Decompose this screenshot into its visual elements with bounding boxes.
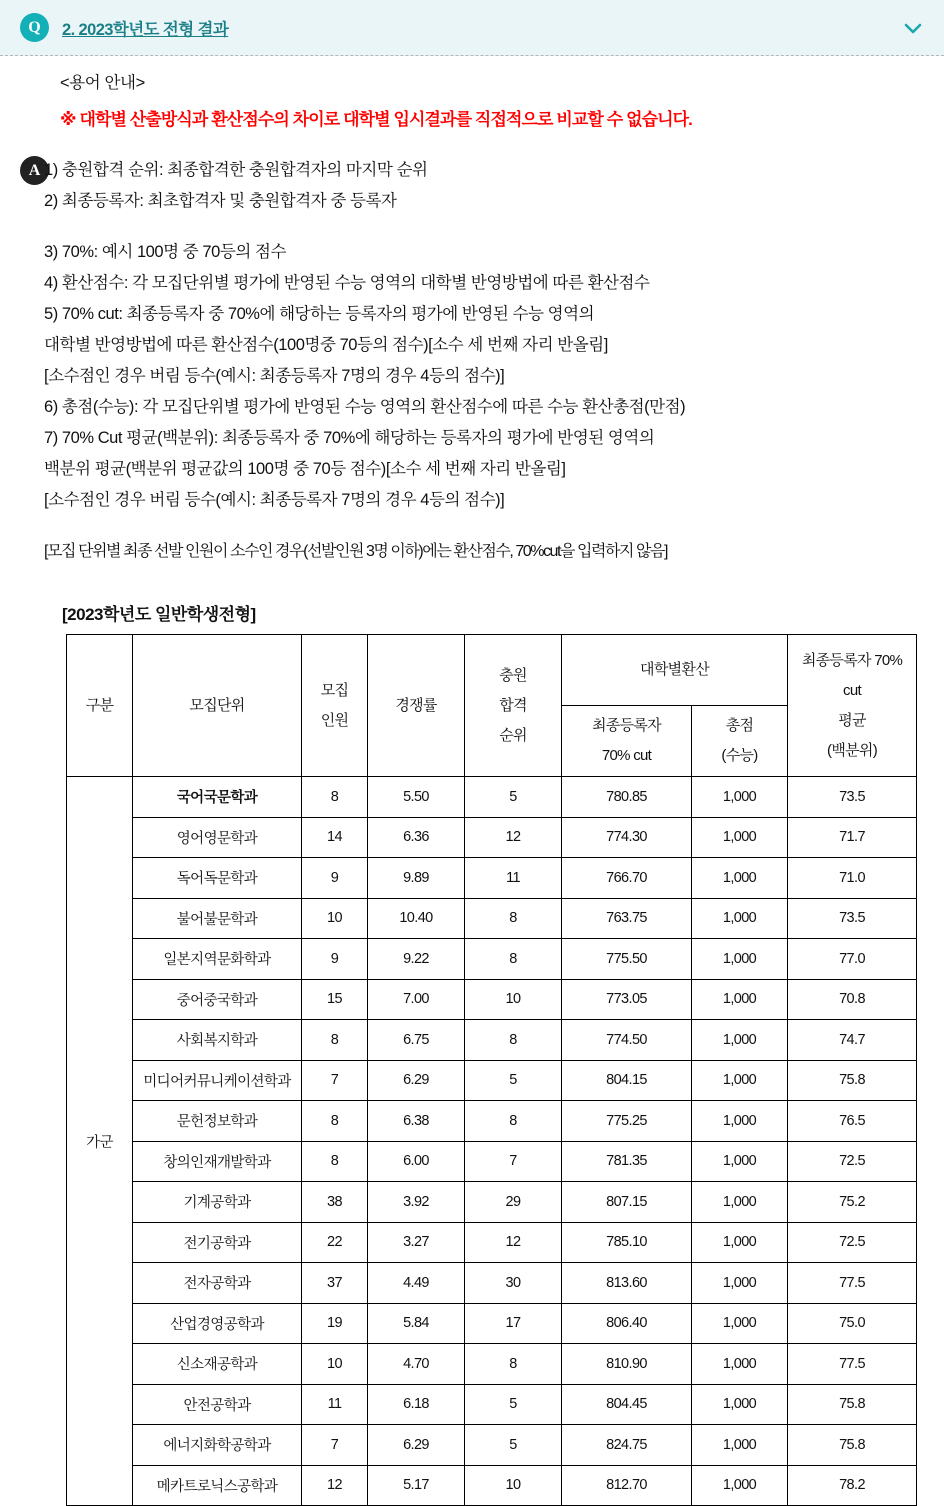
cell-extra-rank: 8 — [465, 898, 562, 939]
cell-total-score: 1,000 — [692, 1465, 788, 1506]
cell-percentile-avg: 76.5 — [788, 1101, 917, 1142]
cell-extra-rank: 5 — [465, 1425, 562, 1466]
cell-converted-cut: 780.85 — [562, 777, 692, 818]
cell-quota: 15 — [302, 979, 368, 1020]
faq-header-bar[interactable] — [0, 0, 944, 56]
cell-unit: 산업경영공학과 — [133, 1303, 302, 1344]
col-header-total-line2: (수능) — [721, 747, 758, 764]
cell-converted-cut: 810.90 — [562, 1344, 692, 1385]
cell-extra-rank: 29 — [465, 1182, 562, 1223]
cell-competition-rate: 3.27 — [368, 1222, 465, 1263]
cell-competition-rate: 4.49 — [368, 1263, 465, 1304]
table-section-title: [2023학년도 일반학생전형] — [62, 605, 256, 624]
cell-competition-rate: 4.70 — [368, 1344, 465, 1385]
faq-title[interactable]: 2. 2023학년도 전형 결과 — [62, 20, 229, 39]
cell-competition-rate: 6.75 — [368, 1020, 465, 1061]
note-item: [소수점인 경우 버림 등수(예시: 최종등록자 7명의 경우 4등의 점수)] — [44, 367, 505, 385]
cell-converted-cut: 774.50 — [562, 1020, 692, 1061]
cell-total-score: 1,000 — [692, 898, 788, 939]
cell-quota: 9 — [302, 939, 368, 980]
table-row — [67, 939, 917, 980]
cell-total-score: 1,000 — [692, 1141, 788, 1182]
cell-converted-cut: 785.10 — [562, 1222, 692, 1263]
cell-unit: 에너지화학공학과 — [133, 1425, 302, 1466]
cell-percentile-avg: 75.8 — [788, 1060, 917, 1101]
cell-total-score: 1,000 — [692, 1384, 788, 1425]
cell-percentile-avg: 77.0 — [788, 939, 917, 980]
cell-converted-cut: 806.40 — [562, 1303, 692, 1344]
col-header-final-cut-line1: 최종등록자 — [592, 717, 661, 734]
cell-unit: 전자공학과 — [133, 1263, 302, 1304]
cell-percentile-avg: 74.7 — [788, 1020, 917, 1061]
cell-percentile-avg: 75.8 — [788, 1384, 917, 1425]
table-row — [67, 1465, 917, 1506]
table-row — [67, 858, 917, 899]
cell-percentile-avg: 72.5 — [788, 1222, 917, 1263]
table-row — [67, 1222, 917, 1263]
cell-quota: 8 — [302, 1020, 368, 1061]
table-row — [67, 1303, 917, 1344]
table-row — [67, 1344, 917, 1385]
cell-extra-rank: 5 — [465, 1060, 562, 1101]
cell-converted-cut: 812.70 — [562, 1465, 692, 1506]
cell-unit: 불어불문학과 — [133, 898, 302, 939]
cell-competition-rate: 5.50 — [368, 777, 465, 818]
col-header-percentile-line2: cut — [843, 681, 861, 699]
cell-quota: 19 — [302, 1303, 368, 1344]
admission-results-table — [66, 634, 917, 1506]
cell-percentile-avg: 77.5 — [788, 1263, 917, 1304]
cell-extra-rank: 5 — [465, 1384, 562, 1425]
cell-competition-rate: 9.22 — [368, 939, 465, 980]
warning-text: ※ 대학별 산출방식과 환산점수의 차이로 대학별 입시결과를 직접적으로 비교할 수 없습니다. — [60, 110, 692, 129]
cell-percentile-avg: 77.5 — [788, 1344, 917, 1385]
note-item: 7) 70% Cut 평균(백분위): 최종등록자 중 70%에 해당하는 등록자의 평가에 반영된 영역의 — [44, 429, 655, 447]
note-item: [소수점인 경우 버림 등수(예시: 최종등록자 7명의 경우 4등의 점수)] — [44, 491, 505, 509]
cell-converted-cut: 804.15 — [562, 1060, 692, 1101]
col-header-conversion-group: 대학별환산 — [562, 635, 788, 706]
cell-percentile-avg: 75.2 — [788, 1182, 917, 1223]
cell-extra-rank: 8 — [465, 939, 562, 980]
col-header-percentile — [788, 635, 917, 777]
cell-extra-rank: 10 — [465, 979, 562, 1020]
cell-unit: 미디어커뮤니케이션학과 — [133, 1060, 302, 1101]
cell-quota: 8 — [302, 1141, 368, 1182]
cell-quota: 8 — [302, 777, 368, 818]
cell-competition-rate: 6.29 — [368, 1060, 465, 1101]
table-row — [67, 1182, 917, 1223]
col-header-percentile-line3: 평균 — [838, 711, 866, 729]
table-row — [67, 1101, 917, 1142]
cell-extra-rank: 17 — [465, 1303, 562, 1344]
cell-competition-rate: 5.84 — [368, 1303, 465, 1344]
col-header-unit: 모집단위 — [133, 635, 302, 777]
cell-unit: 국어국문학과 — [133, 777, 302, 818]
cell-total-score: 1,000 — [692, 1101, 788, 1142]
cell-extra-rank: 8 — [465, 1101, 562, 1142]
note-item: 백분위 평균(백분위 평균값의 100명 중 70등 점수)[소수 세 번째 자리 반올림] — [44, 460, 566, 478]
table-row — [67, 1141, 917, 1182]
note-spacer — [44, 217, 904, 237]
cell-total-score: 1,000 — [692, 1020, 788, 1061]
cell-quota: 10 — [302, 898, 368, 939]
cell-converted-cut: 774.30 — [562, 817, 692, 858]
cell-total-score: 1,000 — [692, 1344, 788, 1385]
cell-unit: 중어중국학과 — [133, 979, 302, 1020]
cell-percentile-avg: 75.8 — [788, 1425, 917, 1466]
cell-total-score: 1,000 — [692, 1060, 788, 1101]
col-header-final-cut-line2: 70% cut — [601, 747, 652, 764]
cell-converted-cut: 775.25 — [562, 1101, 692, 1142]
cell-extra-rank: 5 — [465, 777, 562, 818]
col-header-final-cut — [562, 706, 692, 777]
cell-total-score: 1,000 — [692, 858, 788, 899]
cell-total-score: 1,000 — [692, 817, 788, 858]
cell-quota: 7 — [302, 1060, 368, 1101]
cell-converted-cut: 804.45 — [562, 1384, 692, 1425]
table-header-row-1 — [67, 635, 917, 706]
term-guide-heading: <용어 안내> — [60, 74, 145, 92]
cell-competition-rate: 6.29 — [368, 1425, 465, 1466]
note-item: 5) 70% cut: 최종등록자 중 70%에 해당하는 등록자의 평가에 반영된 수능 영역의 — [44, 305, 595, 323]
cell-total-score: 1,000 — [692, 1263, 788, 1304]
cell-quota: 7 — [302, 1425, 368, 1466]
cell-competition-rate: 6.00 — [368, 1141, 465, 1182]
cell-quota: 11 — [302, 1384, 368, 1425]
table-row — [67, 1060, 917, 1101]
cell-quota: 10 — [302, 1344, 368, 1385]
cell-competition-rate: 6.36 — [368, 817, 465, 858]
cell-extra-rank: 12 — [465, 817, 562, 858]
cell-quota: 8 — [302, 1101, 368, 1142]
col-header-quota-line1: 모집 — [320, 681, 349, 699]
cell-converted-cut: 773.05 — [562, 979, 692, 1020]
cell-percentile-avg: 73.5 — [788, 777, 917, 818]
note-item: 대학별 반영방법에 따른 환산점수(100명중 70등의 점수)[소수 세 번째 자리 반올림] — [44, 336, 608, 354]
cell-extra-rank: 10 — [465, 1465, 562, 1506]
cell-total-score: 1,000 — [692, 979, 788, 1020]
table-row — [67, 817, 917, 858]
cell-percentile-avg: 70.8 — [788, 979, 917, 1020]
cell-unit: 영어영문학과 — [133, 817, 302, 858]
cell-competition-rate: 6.38 — [368, 1101, 465, 1142]
cell-unit: 전기공학과 — [133, 1222, 302, 1263]
cell-percentile-avg: 78.2 — [788, 1465, 917, 1506]
cell-gubun: 가군 — [67, 777, 133, 1506]
cell-converted-cut: 775.50 — [562, 939, 692, 980]
cell-converted-cut: 766.70 — [562, 858, 692, 899]
chevron-down-icon[interactable] — [900, 15, 926, 41]
col-header-total-line1: 총점 — [725, 717, 754, 734]
cell-extra-rank: 30 — [465, 1263, 562, 1304]
cell-converted-cut: 781.35 — [562, 1141, 692, 1182]
cell-unit: 창의인재개발학과 — [133, 1141, 302, 1182]
table-row — [67, 1263, 917, 1304]
cell-competition-rate: 5.17 — [368, 1465, 465, 1506]
cell-converted-cut: 807.15 — [562, 1182, 692, 1223]
cell-competition-rate: 6.18 — [368, 1384, 465, 1425]
cell-unit: 안전공학과 — [133, 1384, 302, 1425]
note-item: 2) 최종등록자: 최초합격자 및 충원합격자 중 등록자 — [44, 192, 397, 210]
cell-unit: 사회복지학과 — [133, 1020, 302, 1061]
note-item: 1) 충원합격 순위: 최종합격한 충원합격자의 마지막 순위 — [44, 161, 428, 179]
col-header-total-score — [692, 706, 788, 777]
cell-total-score: 1,000 — [692, 1425, 788, 1466]
col-header-extra-line1: 충원 — [499, 666, 527, 684]
cell-competition-rate: 7.00 — [368, 979, 465, 1020]
cell-competition-rate: 10.40 — [368, 898, 465, 939]
cell-extra-rank: 12 — [465, 1222, 562, 1263]
question-badge-icon: Q — [20, 13, 49, 42]
cell-extra-rank: 11 — [465, 858, 562, 899]
cell-unit: 독어독문학과 — [133, 858, 302, 899]
cell-competition-rate: 9.89 — [368, 858, 465, 899]
cell-quota: 9 — [302, 858, 368, 899]
cell-extra-rank: 8 — [465, 1344, 562, 1385]
cell-total-score: 1,000 — [692, 1303, 788, 1344]
cell-converted-cut: 813.60 — [562, 1263, 692, 1304]
cell-quota: 14 — [302, 817, 368, 858]
cell-total-score: 1,000 — [692, 939, 788, 980]
cell-total-score: 1,000 — [692, 1182, 788, 1223]
cell-unit: 기계공학과 — [133, 1182, 302, 1223]
footnote-text: [모집 단위별 최종 선발 인원이 소수인 경우(선발인원 3명 이하)에는 환산점수, 70%cut을 입력하지 않음] — [44, 543, 668, 560]
answer-badge-icon: A — [20, 156, 49, 185]
cell-quota: 12 — [302, 1465, 368, 1506]
table-body — [67, 777, 917, 1506]
table-row — [67, 1020, 917, 1061]
cell-percentile-avg: 71.7 — [788, 817, 917, 858]
col-header-extra-line2: 합격 — [499, 696, 527, 714]
cell-unit: 메카트로닉스공학과 — [133, 1465, 302, 1506]
note-item: 4) 환산점수: 각 모집단위별 평가에 반영된 수능 영역의 대학별 반영방법에 따른 환산점수 — [44, 274, 650, 292]
note-spacer — [44, 516, 904, 536]
table-header — [67, 635, 917, 777]
table-row — [67, 898, 917, 939]
cell-unit: 신소재공학과 — [133, 1344, 302, 1385]
cell-unit: 일본지역문화학과 — [133, 939, 302, 980]
col-header-extra-line3: 순위 — [499, 726, 527, 744]
note-item: 6) 총점(수능): 각 모집단위별 평가에 반영된 수능 영역의 환산점수에 따른 수능 환산총점(만점) — [44, 398, 686, 416]
col-header-percentile-line1: 최종등록자 70% — [801, 651, 903, 669]
cell-unit: 문헌정보학과 — [133, 1101, 302, 1142]
cell-converted-cut: 824.75 — [562, 1425, 692, 1466]
note-item: 3) 70%: 예시 100명 중 70등의 점수 — [44, 243, 286, 261]
col-header-extra-rank — [465, 635, 562, 777]
table-row — [67, 777, 917, 818]
col-header-percentile-line4: (백분위) — [827, 741, 877, 759]
col-header-quota-line2: 인원 — [320, 711, 349, 729]
col-header-gubun: 구분 — [67, 635, 133, 777]
cell-extra-rank: 7 — [465, 1141, 562, 1182]
cell-total-score: 1,000 — [692, 1222, 788, 1263]
cell-percentile-avg: 71.0 — [788, 858, 917, 899]
notes-list — [44, 155, 904, 567]
cell-converted-cut: 763.75 — [562, 898, 692, 939]
col-header-quota — [302, 635, 368, 777]
cell-quota: 22 — [302, 1222, 368, 1263]
cell-competition-rate: 3.92 — [368, 1182, 465, 1223]
col-header-rate: 경쟁률 — [368, 635, 465, 777]
cell-percentile-avg: 75.0 — [788, 1303, 917, 1344]
cell-percentile-avg: 73.5 — [788, 898, 917, 939]
cell-quota: 37 — [302, 1263, 368, 1304]
cell-quota: 38 — [302, 1182, 368, 1223]
cell-percentile-avg: 72.5 — [788, 1141, 917, 1182]
cell-total-score: 1,000 — [692, 777, 788, 818]
table-row — [67, 979, 917, 1020]
table-row — [67, 1384, 917, 1425]
cell-extra-rank: 8 — [465, 1020, 562, 1061]
